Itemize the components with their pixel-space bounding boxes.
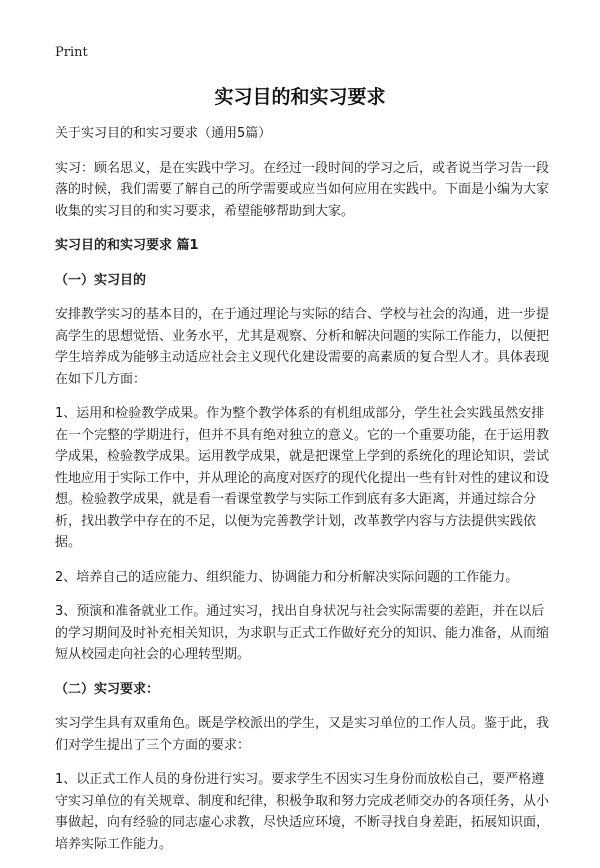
section-heading-purpose: （一）实习目的	[55, 272, 147, 288]
page-title: 实习目的和实习要求	[214, 86, 386, 108]
purpose-item-1: 1、运用和检验教学成果。作为整个教学体系的有机组成部分，学生社会实践虽然安排在一个完整的学期进行，但并不具有绝对独立的意义。它的一个重要功能，在于运用教学成果，检验教学成果。运用教学成果，就是把课堂上学到的系统化的理论知识，尝试性地应用于实际工作中，并从理论的高度对医疗的现代化提出一些有针对性的建议和设想。检验教学成果，就是看一看课堂教学与实际工作到底有多大距离，并通过综合分析，找出教学中存在的不足，以便为完善教学计划，改革教学内容与方法提供实践依据。	[55, 406, 550, 550]
document-body	[55, 123, 555, 868]
requirements-paragraph: 实习学生具有双重角色。既是学校派出的学生，又是实习单位的工作人员。鉴于此，我们对学生提出了三个方面的要求：	[55, 716, 550, 753]
purpose-item-3: 3、预演和准备就业工作。通过实习，找出自身状况与社会实际需要的差距，并在以后的学习期间及时补充相关知识，为求职与正式工作做好充分的知识、能力准备，从而缩短从校园走向社会的心理转型期。	[55, 604, 550, 662]
article-heading: 实习目的和实习要求 篇1	[55, 238, 199, 253]
purpose-paragraph: 安排教学实习的基本目的，在于通过理论与实际的结合、学校与社会的沟通，进一步提高学生的思想觉悟、业务水平，尤其是观察、分析和解决问题的实际工作能力，以便把学生培养成为能够主动适应社会主义现代化建设需要的高素质的复合型人才。具体表现在如下几方面：	[55, 307, 550, 387]
print-link[interactable]: Print	[55, 45, 88, 60]
purpose-item-2: 2、培养自己的适应能力、组织能力、协调能力和分析解决实际问题的工作能力。	[55, 569, 519, 585]
requirement-item-1: 1、以正式工作人员的身份进行实习。要求学生不因实习生身份而放松自己，要严格遵守实习单位的有关规章、制度和纪律，积极争取和努力完成老师交办的各项任务，从小事做起，向有经验的同志虚心求教，尽快适应环境，不断寻找自身差距，拓展知识面，培养实际工作能力。	[55, 772, 550, 852]
intro-paragraph: 实习：顾名思义，是在实践中学习。在经过一段时间的学习之后，或者说当学习告一段落的时候，我们需要了解自己的所学需要或应当如何应用在实践中。下面是小编为大家收集的实习目的和实习要求，希望能够帮助到大家。	[55, 160, 550, 219]
document-subtitle: 关于实习目的和实习要求（通用5篇）	[55, 126, 272, 141]
section-heading-requirements: （二）实习要求：	[55, 681, 160, 697]
